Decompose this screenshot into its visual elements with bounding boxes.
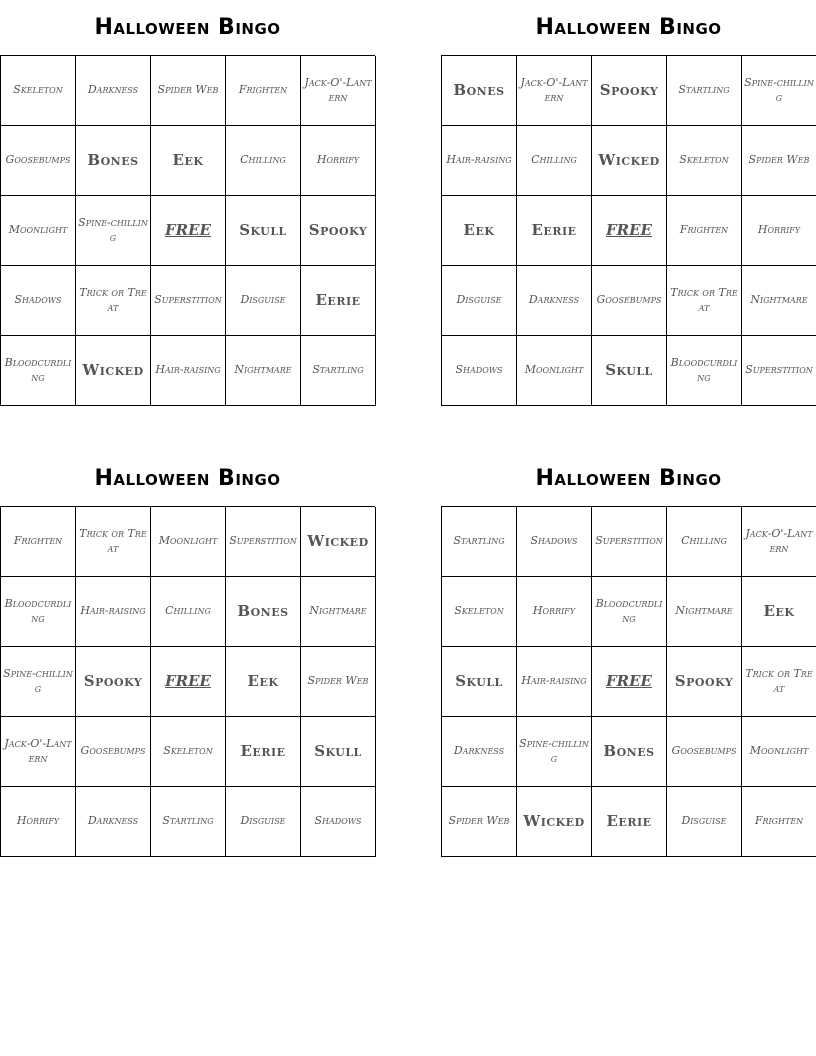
bingo-cell: Jack-O'-Lantern (1, 717, 76, 787)
bingo-card-2 (441, 0, 816, 406)
bingo-cell: Skull (301, 717, 376, 787)
bingo-cell: Horrify (517, 577, 592, 647)
bingo-cell: Frighten (667, 196, 742, 266)
bingo-cell: Frighten (742, 787, 816, 857)
bingo-card-3 (0, 451, 375, 857)
bingo-cell: Horrify (301, 126, 376, 196)
bingo-cell: Spooky (301, 196, 376, 266)
bingo-cell: Disguise (442, 266, 517, 336)
bingo-cell: Superstition (742, 336, 816, 406)
bingo-cell: Wicked (76, 336, 151, 406)
bingo-cell: Jack-O'-Lantern (301, 56, 376, 126)
bingo-cell: Wicked (517, 787, 592, 857)
bingo-cell: Disguise (667, 787, 742, 857)
bingo-cell: Moonlight (742, 717, 816, 787)
bingo-cell: Nightmare (742, 266, 816, 336)
bingo-cell: Spine-chilling (517, 717, 592, 787)
bingo-cell: Chilling (667, 507, 742, 577)
bingo-cell: Wicked (592, 126, 667, 196)
bingo-cell: Skeleton (442, 577, 517, 647)
bingo-cell: Trick or Treat (76, 507, 151, 577)
bingo-cell: Moonlight (151, 507, 226, 577)
bingo-cell: Bones (76, 126, 151, 196)
bingo-cell: Spider Web (742, 126, 816, 196)
bingo-cell: Eerie (517, 196, 592, 266)
bingo-cell: Trick or Treat (667, 266, 742, 336)
bingo-cell: Bloodcurdling (592, 577, 667, 647)
bingo-cell: Hair-raising (517, 647, 592, 717)
bingo-cell: Startling (442, 507, 517, 577)
bingo-cell: Skull (226, 196, 301, 266)
bingo-cell: Moonlight (517, 336, 592, 406)
bingo-cell: Darkness (76, 787, 151, 857)
bingo-cell: Bones (442, 56, 517, 126)
bingo-cell: Skull (442, 647, 517, 717)
bingo-cell: Bloodcurdling (1, 336, 76, 406)
bingo-cell: Nightmare (667, 577, 742, 647)
bingo-cell: Shadows (301, 787, 376, 857)
bingo-cell: Hair-raising (76, 577, 151, 647)
free-space-cell: FREE (592, 196, 667, 266)
bingo-cell: Bones (592, 717, 667, 787)
bingo-cell: Skull (592, 336, 667, 406)
bingo-cell: Startling (151, 787, 226, 857)
bingo-cell: Moonlight (1, 196, 76, 266)
bingo-cell: Chilling (151, 577, 226, 647)
bingo-cell: Spooky (667, 647, 742, 717)
bingo-cell: Trick or Treat (76, 266, 151, 336)
bingo-cell: Frighten (226, 56, 301, 126)
bingo-cell: Chilling (226, 126, 301, 196)
bingo-cell: Horrify (1, 787, 76, 857)
bingo-cell: Bloodcurdling (1, 577, 76, 647)
bingo-cell: Superstition (151, 266, 226, 336)
card-title: Halloween Bingo (94, 15, 281, 40)
bingo-cell: Spine-chilling (76, 196, 151, 266)
bingo-card-1 (0, 0, 375, 406)
bingo-cell: Trick or Treat (742, 647, 816, 717)
bingo-cell: Superstition (226, 507, 301, 577)
bingo-cell: Startling (301, 336, 376, 406)
bingo-cell: Eerie (592, 787, 667, 857)
bingo-cell: Nightmare (226, 336, 301, 406)
bingo-card-4 (441, 451, 816, 857)
bingo-cell: Spider Web (151, 56, 226, 126)
bingo-cell: Spine-chilling (742, 56, 816, 126)
bingo-cell: Hair-raising (442, 126, 517, 196)
bingo-cell: Startling (667, 56, 742, 126)
bingo-cell: Darkness (442, 717, 517, 787)
bingo-cell: Jack-O'-Lantern (742, 507, 816, 577)
bingo-cell: Wicked (301, 507, 376, 577)
bingo-grid (0, 55, 375, 406)
bingo-cell: Eek (151, 126, 226, 196)
card-title: Halloween Bingo (94, 466, 281, 491)
bingo-cell: Disguise (226, 266, 301, 336)
bingo-cell: Goosebumps (76, 717, 151, 787)
bingo-cell: Spooky (76, 647, 151, 717)
bingo-cell: Superstition (592, 507, 667, 577)
bingo-cell: Hair-raising (151, 336, 226, 406)
card-title: Halloween Bingo (535, 466, 722, 491)
bingo-cell: Bloodcurdling (667, 336, 742, 406)
bingo-cell: Spine-chilling (1, 647, 76, 717)
bingo-cell: Skeleton (1, 56, 76, 126)
bingo-cell: Shadows (1, 266, 76, 336)
bingo-cell: Goosebumps (667, 717, 742, 787)
bingo-cell: Disguise (226, 787, 301, 857)
bingo-cell: Chilling (517, 126, 592, 196)
bingo-cell: Eerie (301, 266, 376, 336)
bingo-grid (441, 506, 816, 857)
bingo-cell: Skeleton (667, 126, 742, 196)
bingo-cell: Shadows (517, 507, 592, 577)
bingo-cell: Shadows (442, 336, 517, 406)
bingo-cell: Bones (226, 577, 301, 647)
bingo-cell: Spider Web (442, 787, 517, 857)
card-title: Halloween Bingo (535, 15, 722, 40)
bingo-cell: Eek (226, 647, 301, 717)
bingo-cell: Eek (742, 577, 816, 647)
bingo-cell: Darkness (76, 56, 151, 126)
bingo-cell: Skeleton (151, 717, 226, 787)
bingo-cell: Nightmare (301, 577, 376, 647)
bingo-grid (441, 55, 816, 406)
bingo-cell: Spooky (592, 56, 667, 126)
bingo-cell: Horrify (742, 196, 816, 266)
bingo-cell: Eek (442, 196, 517, 266)
bingo-grid (0, 506, 375, 857)
bingo-cell: Darkness (517, 266, 592, 336)
bingo-cell: Eerie (226, 717, 301, 787)
bingo-cell: Jack-O'-Lantern (517, 56, 592, 126)
bingo-cell: Goosebumps (592, 266, 667, 336)
bingo-cell: Spider Web (301, 647, 376, 717)
free-space-cell: FREE (151, 647, 226, 717)
free-space-cell: FREE (592, 647, 667, 717)
free-space-cell: FREE (151, 196, 226, 266)
bingo-cell: Goosebumps (1, 126, 76, 196)
bingo-cell: Frighten (1, 507, 76, 577)
